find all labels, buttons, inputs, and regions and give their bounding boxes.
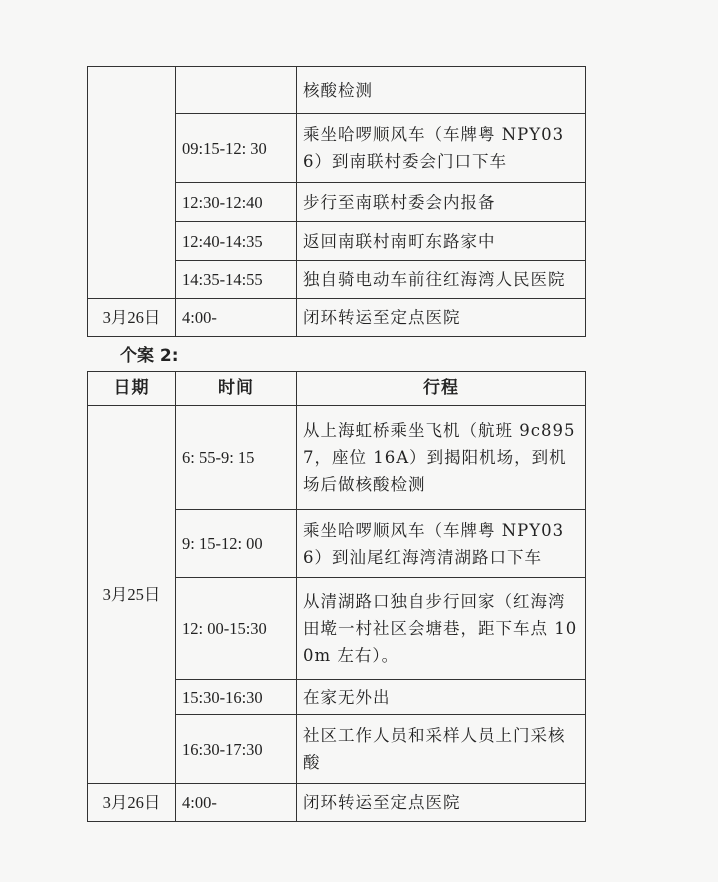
activity-cell: 独自骑电动车前往红海湾人民医院 [297,261,586,299]
time-cell: 09:15-12: 30 [176,114,297,183]
activity-cell: 从清湖路口独自步行回家（红海湾田墘一村社区会塘巷，距下车点 100m 左右）。 [297,578,586,680]
table-row [88,406,586,510]
activity-cell: 闭环转运至定点医院 [297,299,586,337]
time-cell: 6: 55-9: 15 [176,406,297,510]
activity-cell: 步行至南联村委会内报备 [297,183,586,222]
time-cell: 4:00- [176,299,297,337]
table-row [88,67,586,114]
time-cell [176,67,297,114]
header-itinerary: 行程 [297,372,586,406]
date-cell: 3月26日 [88,784,176,822]
time-cell: 16:30-17:30 [176,715,297,784]
date-cell: 3月25日 [88,406,176,784]
activity-cell: 乘坐哈啰顺风车（车牌粤 NPY036）到汕尾红海湾清湖路口下车 [297,510,586,578]
activity-cell: 闭环转运至定点医院 [297,784,586,822]
header-time: 时间 [176,372,297,406]
activity-cell: 在家无外出 [297,680,586,715]
date-cell: 3月26日 [88,299,176,337]
time-cell: 9: 15-12: 00 [176,510,297,578]
date-cell [88,67,176,299]
activity-cell: 从上海虹桥乘坐飞机（航班 9c8957，座位 16A）到揭阳机场，到机场后做核酸检测 [297,406,586,510]
header-date: 日期 [88,372,176,406]
time-cell: 14:35-14:55 [176,261,297,299]
time-cell: 12:40-14:35 [176,222,297,261]
time-cell: 15:30-16:30 [176,680,297,715]
activity-cell: 乘坐哈啰顺风车（车牌粤 NPY036）到南联村委会门口下车 [297,114,586,183]
case2-heading: 个案 2: [120,346,179,366]
time-cell: 4:00- [176,784,297,822]
activity-cell: 返回南联村南町东路家中 [297,222,586,261]
table-header-row [88,372,586,406]
table-row [88,784,586,822]
case1-itinerary-table [87,66,586,337]
table-row [88,299,586,337]
time-cell: 12:30-12:40 [176,183,297,222]
activity-cell: 社区工作人员和采样人员上门采核酸 [297,715,586,784]
time-cell: 12: 00-15:30 [176,578,297,680]
activity-cell: 核酸检测 [297,67,586,114]
case2-itinerary-table [87,371,586,822]
